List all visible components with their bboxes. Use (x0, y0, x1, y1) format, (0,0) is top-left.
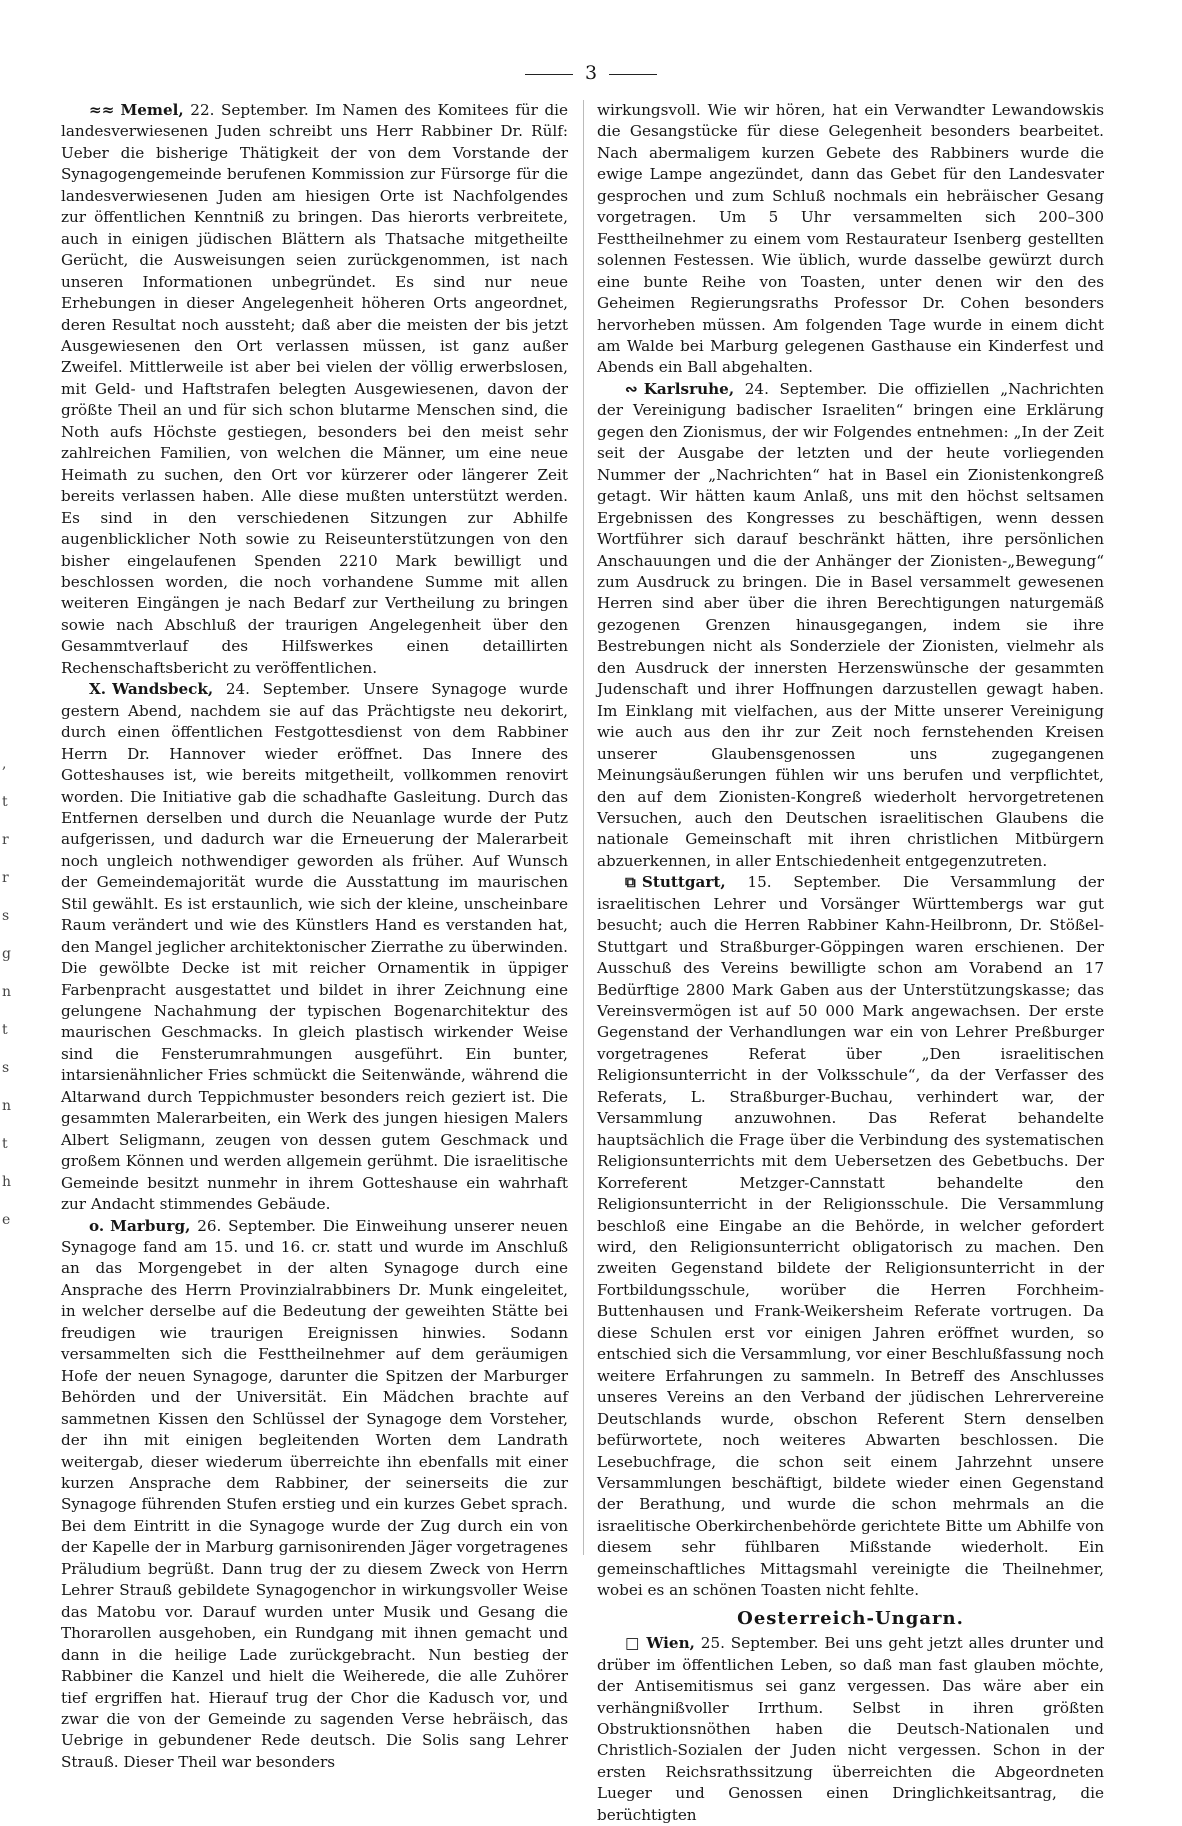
article-wien-place: Wien, (646, 1634, 695, 1653)
margin-fragment: r (2, 870, 9, 886)
article-memel-text: Im Namen des Komitees für die landesverwiesenen Juden schreibt uns Herr Rabbiner Dr. Rülf: Ueber die bisherige Thätigkeit der von dem Vorstande der Synagogengemeinde berufenen Kommission zur Fürsorge für die landesverwiesenen Juden am hiesigen Orte ist Nachfolgendes zur öffentlichen Kenntniß zu bringen. Das hierorts verbreitete, auch in einigen jüdischen Blättern als Thatsache mitgetheilte Gerücht, die Ausweisungen seien zurückgenommen, ist nach unseren Informationen unbegründet. Es sind nur neue Erhebungen in dieser Angelegenheit höheren Orts angeordnet, deren Resultat noch aussteht; daß aber die meisten der bis jetzt Ausgewiesenen den Ort verlassen müssen, ist ganz außer Zweifel. Mittlerweile ist aber bei vielen der völlig erwerbslosen, mit Geld- und Haftstrafen belegten Ausgewiesenen, davon der größte Theil an und für sich schon blutarme Menschen sind, die Noth aufs Höchste gestiegen, besonders bei den meist sehr zahlreichen Familien, von welchen die Männer, um eine neue Heimath zu suchen, den Ort vor kürzerer oder längerer Zeit bereits verlassen haben. Alle diese mußten unterstützt werden. Es sind in den verschiedenen Sitzungen zur Abhilfe augenblicklicher Noth sowie zu Reiseunterstützungen von den bisher eingelaufenen Spenden 2210 Mark bewilligt und beschlossen worden, die noch vorhandene Summe mit allen weiteren Eingängen je nach Bedarf zur Vertheilung zu bringen sowie nach Abschluß der traurigen Angelegenheit über den Gesammtverlauf des Hilfswerkes einen detaillirten Rechenschaftsbericht zu veröffentlichen. (61, 101, 569, 677)
page-number-rule-left (525, 74, 573, 75)
article-wandsbeck-place: Wandsbeck, (112, 680, 214, 699)
page-number (0, 63, 1182, 83)
column-divider (583, 100, 584, 1555)
article-karlsruhe-text: Die offiziellen „Nachrichten der Vereinigung badischer Israeliten“ bringen eine Erklärung gegen den Zionismus, der wir Folgendes entnehmen: „In der Zeit seit der Ausgabe der letzten und der heute vorliegenden Nummer der „Nachrichten“ hat in Basel ein Zionistenkongreß getagt. Wir hätten kaum Anlaß, uns mit den höchst seltsamen Ergebnissen des Kongresses zu beschäftigen, wenn dessen Wortführer sich darauf beschränkt hätten, ihre persönlichen Anschauungen und die der Anhänger der Zionisten-„Bewegung“ zum Ausdruck zu bringen. Die in Basel versammelt gewesenen Herren sind aber über die ihren Berechtigungen naturgemäß gezogenen Grenzen hinausgegangen, indem sie ihre Bestrebungen nicht als Sonderziele der Zionisten, vielmehr als den Ausdruck der innersten Herzenswünsche der gesammten Judenschaft und ihrer Hoffnungen darzustellen gewagt haben. Im Einklang mit vielfachen, aus der Mitte unserer Vereinigung wie auch aus den ihr zur Zeit noch fernstehenden Kreisen unserer Glaubensgenossen uns zugegangenen Meinungsäußerungen fühlen wir uns berufen und verpflichtet, den auf dem Zionisten-Kongreß wiederholt hervorgetretenen Versuchen, auch den Deutschen israelitischen Glaubens die nationale Gemeinschaft mit ihren christlichen Mitbürgern abzuerkennen, in aller Entschiedenheit entgegenzutreten. (597, 379, 1104, 870)
article-marburg-continuation: wirkungsvoll. Wie wir hören, hat ein Verwandter Lewandowskis die Gesangstücke für diese Gelegenheit besonders bearbeitet. Nach abermaligem kurzen Gebete des Rabbiners wurde die ewige Lampe angezündet, dann das Gebet für den Landesvater gesprochen und zum Schluß nochmals ein hebräischer Gesang vorgetragen. Um 5 Uhr versammelten sich 200–300 Festtheilnehmer zu einem vom Restaurateur Isenberg gestellten solennen Festessen. Wie üblich, wurde dasselbe gewürzt durch eine bunte Reihe von Toasten, unter denen wir den des Geheimen Regierungsraths Professor Dr. Cohen besonders hervorheben müssen. Am folgenden Tage wurde in einem dicht am Walde bei Marburg gelegenen Gasthause ein Kinderfest und Abends ein Ball abgehalten. (597, 101, 1104, 377)
margin-fragment: , (2, 756, 7, 772)
margin-fragment: r (2, 832, 9, 848)
article-marburg-text: Die Einweihung unserer neuen Synagoge fand am 15. und 16. cr. statt und wurde im Anschluß an das Morgengebet in der alten Synagoge durch eine Ansprache des Herrn Provinzialrabbiners Dr. Munk eingeleitet, in welcher derselbe auf die Bedeutung der geweihten Stätte bei freudigen wie traurigen Ereignissen hinwies. Sodann versammelten sich die Festtheilnehmer auf dem geräumigen Hofe der neuen Synagoge, darunter die Spitzen der Marburger Behörden und der Universität. Ein Mädchen brachte auf sammetnen Kissen den Schlüssel der Synagoge dem Vorsteher, der ihn mit einigen begleitenden Worten dem Landrath weitergab, dieser wiederum überreichte ihn ebenfalls mit einer kurzen Ansprache dem Rabbiner, der seinerseits die zur Synagoge führenden Stufen erstieg und ein kurzes Gebet sprach. Bei dem Eintritt in die Synagoge wurde der Zug durch ein von der Kapelle der in Marburg garnisonirenden Jäger vorgetragenes Präludium begrüßt. Dann trug der zu diesem Zweck von Herrn Lehrer Strauß gebildete Synagogenchor in wirkungsvoller Weise das Matobu vor. Darauf wurden unter Musik und Gesang die Thorarollen ausgehoben, ein Rundgang mit ihnen gemacht und dann in die heilige Lade zurückgebracht. Nun bestieg der Rabbiner die Kanzel und hielt die Weiherede, die alle Zuhörer tief ergriffen hat. Hierauf trug der Chor die Kadusch vor, und zwar die von der Gemeinde zu sagenden Verse hebräisch, das Uebrige in gebundener Rede deutsch. Die Solis sang Lehrer Strauß. Dieser Theil war besonders (61, 1216, 568, 1771)
margin-fragment: t (2, 1136, 8, 1152)
article-stuttgart-text: Die Versammlung der israelitischen Lehrer und Vorsänger Württembergs war gut besucht; auch die Herren Rabbiner Kahn-Heilbronn, Dr. Stößel-Stuttgart und Straßburger-Göppingen waren erschienen. Der Ausschuß des Vereins bewilligte schon am Vorabend an 17 Bedürftige 2800 Mark Gaben aus der Unterstützungskasse; das Vereinsvermögen ist auf 50 000 Mark angewachsen. Der erste Gegenstand der Verhandlungen war ein von Lehrer Preßburger vorgetragenes Referat über „Den israelitischen Religionsunterricht in der Volksschule“, da der Verfasser des Referats, L. Straßburger-Buchau, verhindert war, der Versammlung anzuwohnen. Das Referat behandelte hauptsächlich die Frage über die Verbindung des systematischen Religionsunterrichts mit dem Uebersetzen des Gebetbuchs. Der Korreferent Metzger-Cannstatt behandelte den Religionsunterricht in der Religionsschule. Die Versammlung beschloß eine Eingabe an die Behörde, in welcher gefordert wird, den Religionsunterricht obligatorisch zu machen. Den zweiten Gegenstand bildete der Religionsunterricht in der Fortbildungsschule, worüber die Herren Forchheim-Buttenhausen und Frank-Weikersheim Referate vortrugen. Da diese Schulen erst vor einigen Jahren eröffnet wurden, so entschied sich die Versammlung, vor einer Beschlußfassung noch weitere Erfahrungen zu sammeln. In Betreff des Anschlusses unseres Vereins an den Verband der jüdischen Lehrervereine Deutschlands wurde, obschon Referent Stern denselben befürwortete, noch weiteres Abwarten beschlossen. Die Lesebuchfrage, die schon seit einem Jahrzehnt unsere Versammlungen beschäftigt, bildete wieder einen Gegenstand der Berathung, und wurde die schon mehrmals an die israelitische Oberkirchenbehörde gerichtete Bitte um Abhilfe von diesem sehr fühlbaren Mißstande wiederholt. Ein gemeinschaftliches Mittagsmahl vereinigte die Theilnehmer, wobei es an schönen Toasten nicht fehlte. (597, 873, 1105, 1600)
article-memel (61, 100, 568, 679)
circle-mark-icon: o. (89, 1216, 105, 1235)
article-marburg-date: 26. September. (197, 1216, 316, 1235)
left-margin-fragments (2, 745, 14, 1239)
article-wien-text: Bei uns geht jetzt alles drunter und drüber im öffentlichen Leben, so daß man fast glauben möchte, der Antisemitismus sei ganz vergessen. Das wäre aber ein verhängnißvoller Irrthum. Selbst in ihren größten Obstruktionsnöthen haben die Deutsch-Nationalen und Christlich-Sozialen der Juden nicht vergessen. Schon in der ersten Reichsrathssitzung überreichten die Abgeordneten Lueger und Genossen einen Dringlichkeitsantrag, die berüchtigten (597, 1634, 1105, 1824)
page-number-rule-right (609, 74, 657, 75)
margin-fragment: t (2, 1022, 8, 1038)
article-wien-date: 25. September. (700, 1634, 819, 1653)
section-heading: Oesterreich-Ungarn. (737, 1607, 964, 1629)
article-wien (597, 1633, 1104, 1826)
article-karlsruhe-date: 24. September. (744, 379, 868, 398)
article-stuttgart-place: Stuttgart, (641, 873, 726, 892)
article-stuttgart (597, 872, 1104, 1601)
right-column (597, 100, 1104, 1826)
margin-fragment: g (2, 946, 11, 962)
article-wandsbeck (61, 679, 568, 1215)
article-stuttgart-date: 15. September. (747, 873, 882, 892)
margin-fragment: n (2, 1098, 12, 1114)
x-mark-icon: X. (89, 680, 107, 699)
margin-fragment: n (2, 984, 12, 1000)
square-icon: □ (625, 1634, 641, 1653)
wave-icon: ≈≈ (89, 101, 115, 119)
margin-fragment: h (2, 1174, 12, 1190)
page-number-value: 3 (584, 62, 598, 84)
article-memel-date: 22. September. (190, 101, 309, 119)
margin-fragment: t (2, 794, 8, 810)
article-memel-place: Memel, (120, 101, 184, 119)
margin-fragment: s (2, 908, 10, 924)
ornament-icon: ∾ (625, 379, 638, 398)
article-karlsruhe (597, 379, 1104, 872)
margin-fragment: e (2, 1212, 11, 1228)
article-karlsruhe-place: Karlsruhe, (643, 379, 735, 398)
article-marburg (61, 1216, 568, 1774)
margin-fragment: s (2, 1060, 10, 1076)
article-wandsbeck-date: 24. September. (225, 680, 351, 699)
article-wandsbeck-text: Unsere Synagoge wurde gestern Abend, nachdem sie auf das Prächtigste neu dekorirt, durch einen öffentlichen Festgottesdienst von dem Rabbiner Herrn Dr. Hannover wieder eröffnet. Das Innere des Gotteshauses ist, wie bereits mitgetheilt, vollkommen renovirt worden. Die Initiative gab die schadhafte Gasleitung. Durch das Entfernen derselben und durch die Neuanlage wurde der Putz aufgerissen, und dadurch war die Erneuerung der Malerarbeit noch ungleich nothwendiger geworden als früher. Auf Wunsch der Gemeindemajorität wurde die Ausstattung im maurischen Stil gewählt. Es ist erstaunlich, wie sich der kleine, unscheinbare Raum verändert und wie des Künstlers Hand es verstanden hat, den Mangel jeglicher architektonischer Zierrathe zu überwinden. Die gewölbte Decke ist mit reicher Ornamentik in üppiger Farbenpracht ausgestattet und bildet in ihrer Zeichnung eine gelungene Nachahmung der typischen Bogenarchitektur des maurischen Geschmacks. In gleich plastisch wirkender Weise sind die Fensterumrahmungen ausgeführt. Ein bunter, intarsienähnlicher Fries schmückt die Seitenwände, während die Altarwand durch Teppichmuster besonders reich geziert ist. Die gesammten Malerarbeiten, ein Werk des jungen hiesigen Malers Albert Seligmann, zeugen von dessen gutem Geschmack und großem Können und werden allgemein gerühmt. Die israelitische Gemeinde besitzt nunmehr in ihrem Gotteshause ein wahrhaft zur Andacht stimmendes Gebäude. (61, 680, 568, 1214)
left-column (61, 100, 568, 1773)
article-marburg-place: Marburg, (110, 1216, 191, 1235)
double-box-icon: ⧉ (625, 873, 636, 892)
